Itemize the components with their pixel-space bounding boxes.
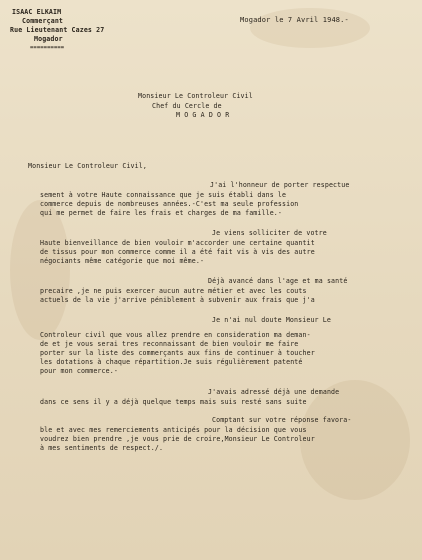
body-line: porter sur la liste des commerçants aux fins de continuer à toucher [40,349,315,357]
body-line: pour mon commerce.- [40,367,118,375]
body-line: precaire ,je ne puis exercer aucun autre métier et avec les couts [40,287,307,295]
body-line: Je n'ai nul doute Monsieur Le [212,316,331,324]
recipient-line-3: M O G A D O R [176,111,230,119]
body-line: ble et avec mes remerciements anticipés pour la décision que vous [40,426,307,434]
body-line: sement à votre Haute connaissance que je suis établi dans le [40,191,287,199]
body-line: Je viens solliciter de votre [212,229,327,237]
body-line: les dotations à chaque répartition.Je suis régulièrement patenté [40,358,303,366]
sender-profession: Commerçant [22,17,64,25]
body-line: à mes sentiments de respect./. [40,444,164,452]
body-line: commerce depuis de nombreuses années.-C'est ma seule profession [40,200,299,208]
recipient-line-1: Monsieur Le Controleur Civil [138,92,253,100]
paper-stain [10,200,70,340]
body-line: J'ai l'honneur de porter respectue [210,181,350,189]
dateline: Mogador le 7 Avril 1948.- [240,16,349,24]
body-line: voudrez bien prendre ,je vous prie de croire,Monsieur Le Controleur [40,435,315,443]
body-line: J'avais adressé déjà une demande [208,388,340,396]
body-line: négociants même catégorie que moi même.- [40,257,205,265]
paper-stain [250,8,370,48]
salutation: Monsieur Le Controleur Civil, [28,162,147,170]
recipient-line-2: Chef du Cercle de [152,102,222,110]
paper-stain [300,380,410,500]
body-line: de tissus pour mon commerce comme il a été fait vis à vis des autre [40,248,315,256]
body-line: Comptant sur votre réponse favora- [212,416,352,424]
body-line: qui me permet de faire les frais et charges de ma famille.- [40,209,283,217]
body-line: Controleur civil que vous allez prendre en consideration ma deman- [40,331,311,339]
body-line: Déjà avancé dans l'age et ma santé [208,277,348,285]
body-line: dans ce sens il y a déjà quelque temps mais suis resté sans suite [40,398,307,406]
sender-underline: ========== [30,45,65,51]
body-line: de et je vous serai tres reconnaissant de bien vouloir me faire [40,340,299,348]
body-line: Haute bienveillance de bien vouloir m'accorder une certaine quantit [40,239,315,247]
body-line: actuels de la vie j'arrive péniblement à subvenir aux frais que j'a [40,296,315,304]
sender-street: Rue Lieutenant Cazes 27 [10,26,105,34]
sender-city: Mogador [34,35,63,43]
sender-name: ISAAC ELKAIM [12,8,62,16]
